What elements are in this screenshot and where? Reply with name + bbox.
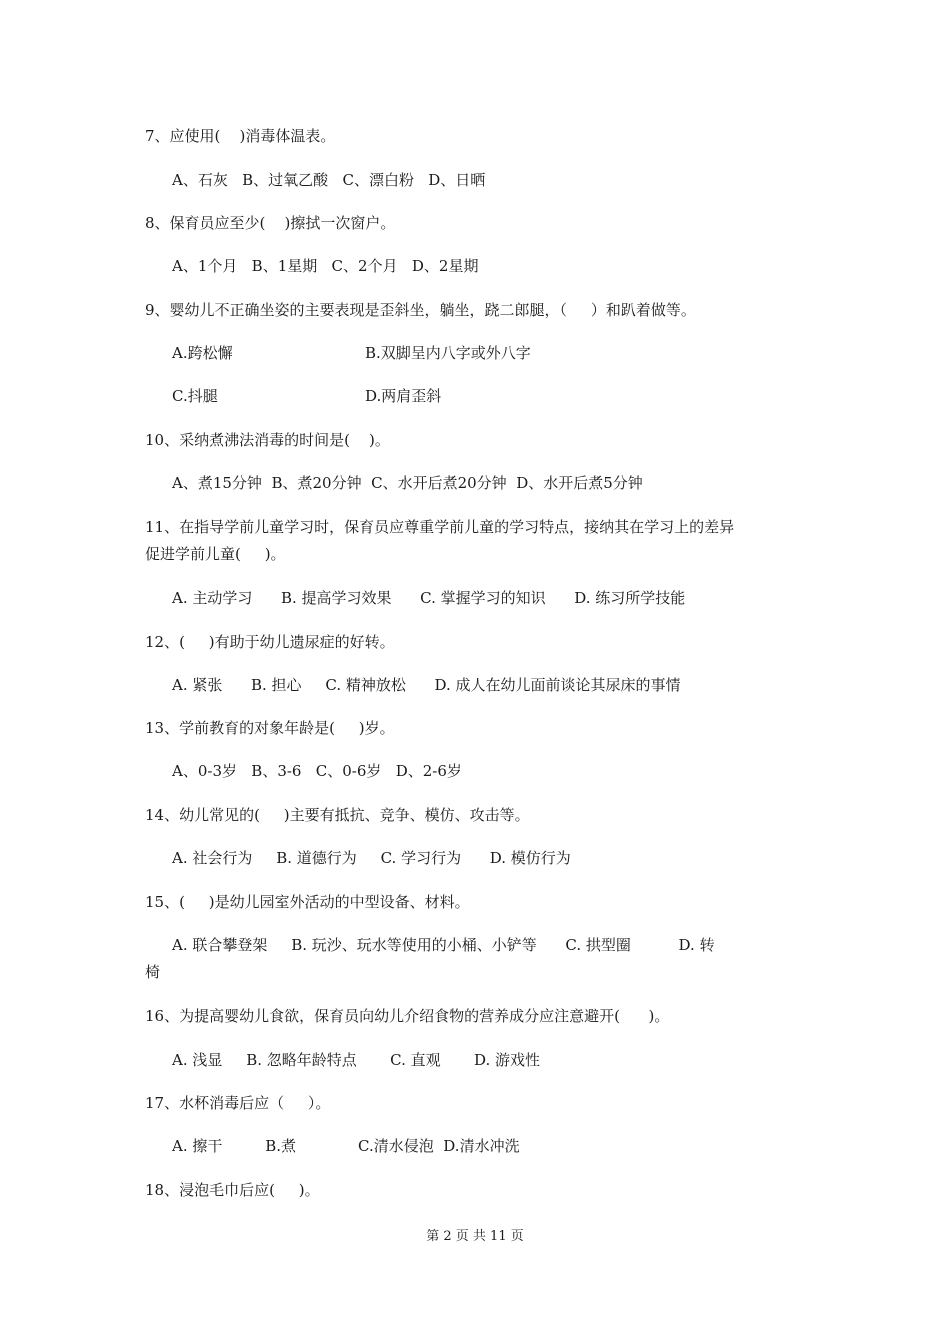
question-9-option-b: B.双脚呈内八字或外八字 [365, 344, 531, 362]
question-17-options: A. 擦干 B.煮 C.清水侵泡 D.清水冲洗 [172, 1137, 520, 1155]
question-15-options-line2: 椅 [145, 963, 161, 981]
question-10-stem: 10、采纳煮沸法消毒的时间是( )。 [145, 431, 390, 449]
question-12-stem: 12、( )有助于幼儿遗尿症的好转。 [145, 633, 395, 651]
question-7-stem: 7、应使用( )消毒体温表。 [145, 127, 336, 145]
question-13-stem: 13、学前教育的对象年龄是( )岁。 [145, 719, 395, 737]
question-9-option-a: A.跨松懈 [172, 344, 233, 362]
question-9-stem: 9、婴幼儿不正确坐姿的主要表现是歪斜坐，躺坐，跷二郎腿，（ ）和趴着做等。 [145, 301, 696, 319]
question-9-option-d: D.两肩歪斜 [365, 387, 442, 405]
question-13-options: A、0-3岁 B、3-6 C、0-6岁 D、2-6岁 [172, 762, 462, 780]
question-15-options-line1: A. 联合攀登架 B. 玩沙、玩水等使用的小桶、小铲等 C. 拱型圈 D. 转 [172, 936, 715, 954]
question-14-stem: 14、幼儿常见的( )主要有抵抗、竞争、模仿、攻击等。 [145, 806, 530, 824]
question-8-stem: 8、保育员应至少( )擦拭一次窗户。 [145, 214, 396, 232]
page-indicator: 第 2 页 共 11 页 [426, 1229, 524, 1244]
question-9-option-c: C.抖腿 [172, 387, 218, 405]
question-12-options: A. 紧张 B. 担心 C. 精神放松 D. 成人在幼儿面前谈论其尿床的事情 [172, 676, 681, 694]
question-11-options: A. 主动学习 B. 提高学习效果 C. 掌握学习的知识 D. 练习所学技能 [172, 589, 686, 607]
question-17-stem: 17、水杯消毒后应（ ）。 [145, 1094, 331, 1112]
question-16-stem: 16、为提高婴幼儿食欲，保育员向幼儿介绍食物的营养成分应注意避开( )。 [145, 1007, 670, 1025]
question-11-stem-line1: 11、在指导学前儿童学习时，保育员应尊重学前儿童的学习特点，接纳其在学习上的差异 [145, 518, 735, 536]
question-8-options: A、1个月 B、1星期 C、2个月 D、2星期 [172, 257, 479, 275]
question-14-options: A. 社会行为 B. 道德行为 C. 学习行为 D. 模仿行为 [172, 849, 571, 867]
question-7-options: A、石灰 B、过氧乙酸 C、漂白粉 D、日晒 [172, 171, 486, 189]
question-18-stem: 18、浸泡毛巾后应( )。 [145, 1181, 320, 1199]
question-10-options: A、煮15分钟 B、煮20分钟 C、水开后煮20分钟 D、水开后煮5分钟 [172, 474, 643, 492]
question-16-options: A. 浅显 B. 忽略年龄特点 C. 直观 D. 游戏性 [172, 1051, 541, 1069]
question-11-stem-line2: 促进学前儿童( )。 [145, 545, 286, 563]
question-15-stem: 15、( )是幼儿园室外活动的中型设备、材料。 [145, 893, 470, 911]
